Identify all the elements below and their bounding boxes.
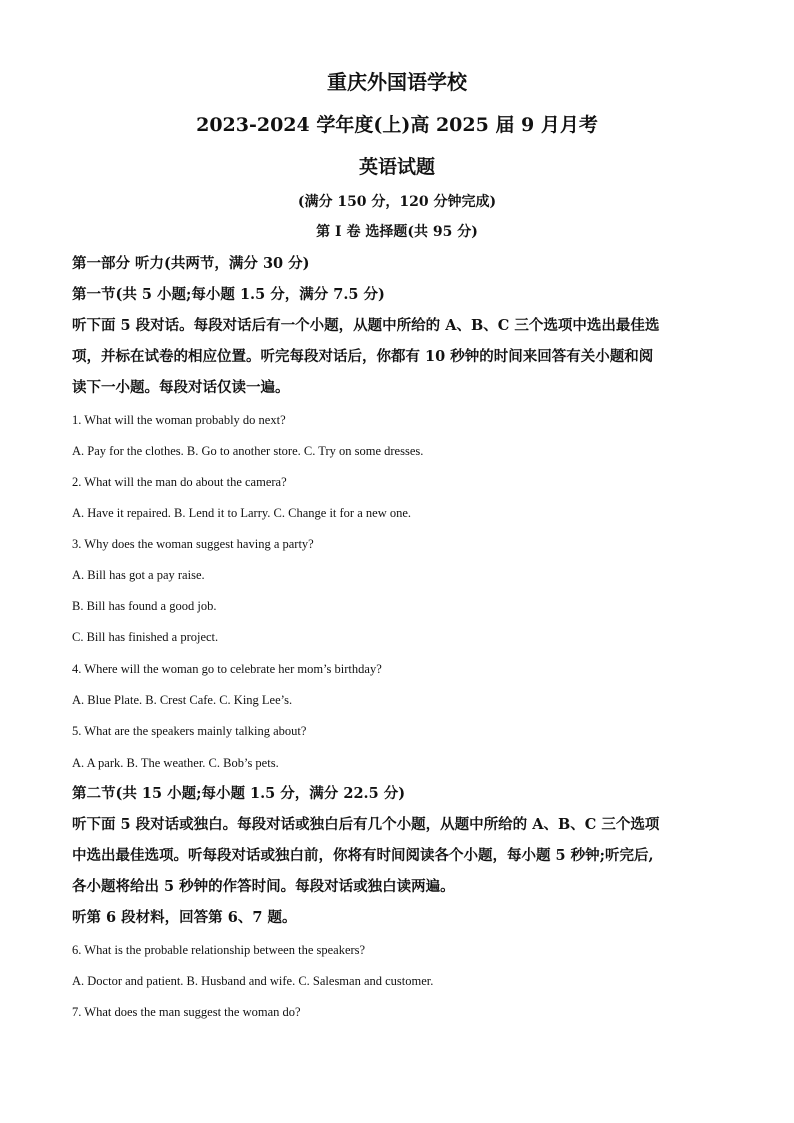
section1-instruction-line: 项，并标在试卷的相应位置。听完每段对话后，你都有 10 秒钟的时间来回答有关小题和阅 xyxy=(72,348,654,365)
options-2: A. Have it repaired. B. Lend it to Larry. C. Change it for a new one. xyxy=(72,506,412,520)
exam-info: (满分 150 分，120 分钟完成) xyxy=(297,194,497,210)
question-6: 6. What is the probable relationship between the speakers? xyxy=(72,943,366,957)
exam-title: 2023-2024 学年度(上)高 2025 届 9 月月考 xyxy=(196,114,598,136)
option-3b: B. Bill has found a good job. xyxy=(72,599,217,613)
question-4: 4. Where will the woman go to celebrate her mom’s birthday? xyxy=(72,662,382,676)
part1-title: 第一部分 听力(共两节，满分 30 分) xyxy=(72,255,310,272)
section1-instruction-line: 读下一小题。每段对话仅读一遍。 xyxy=(72,379,290,396)
options-4: A. Blue Plate. B. Crest Cafe. C. King Lee’s. xyxy=(72,693,293,707)
options-6: A. Doctor and patient. B. Husband and wife. C. Salesman and customer. xyxy=(72,974,434,988)
question-1: 1. What will the woman probably do next? xyxy=(72,413,286,427)
section1-title: 第一节(共 5 小题;每小题 1.5 分，满分 7.5 分) xyxy=(72,286,385,303)
option-3c: C. Bill has finished a project. xyxy=(72,630,219,644)
question-7: 7. What does the man suggest the woman do? xyxy=(72,1005,301,1019)
section2-instruction-line: 听下面 5 段对话或独白。每段对话或独白后有几个小题，从题中所给的 A、B、C 三个选项 xyxy=(72,816,660,833)
question-3: 3. Why does the woman suggest having a party? xyxy=(72,537,314,551)
section2-title: 第二节(共 15 小题;每小题 1.5 分，满分 22.5 分) xyxy=(72,785,406,802)
question-2: 2. What will the man do about the camera? xyxy=(72,475,287,489)
section2-instruction-line: 中选出最佳选项。听每段对话或独白前，你将有时间阅读各个小题，每小题 5 秒钟;听完后, xyxy=(72,847,654,864)
subject-title: 英语试题 xyxy=(358,156,435,178)
material-6-heading: 听第 6 段材料，回答第 6、7 题。 xyxy=(72,909,297,926)
section1-instruction-line: 听下面 5 段对话。每段对话后有一个小题，从题中所给的 A、B、C 三个选项中选出最佳选 xyxy=(72,317,660,334)
option-3a: A. Bill has got a pay raise. xyxy=(72,568,205,582)
section2-instruction-line: 各小题将给出 5 秒钟的作答时间。每段对话或独白读两遍。 xyxy=(72,878,455,895)
school-name: 重庆外国语学校 xyxy=(327,70,467,94)
volume-title: 第 I 卷 选择题(共 95 分) xyxy=(316,224,478,240)
options-1: A. Pay for the clothes. B. Go to another store. C. Try on some dresses. xyxy=(72,444,424,458)
options-5: A. A park. B. The weather. C. Bob’s pets. xyxy=(72,756,279,770)
question-5: 5. What are the speakers mainly talking about? xyxy=(72,724,307,738)
